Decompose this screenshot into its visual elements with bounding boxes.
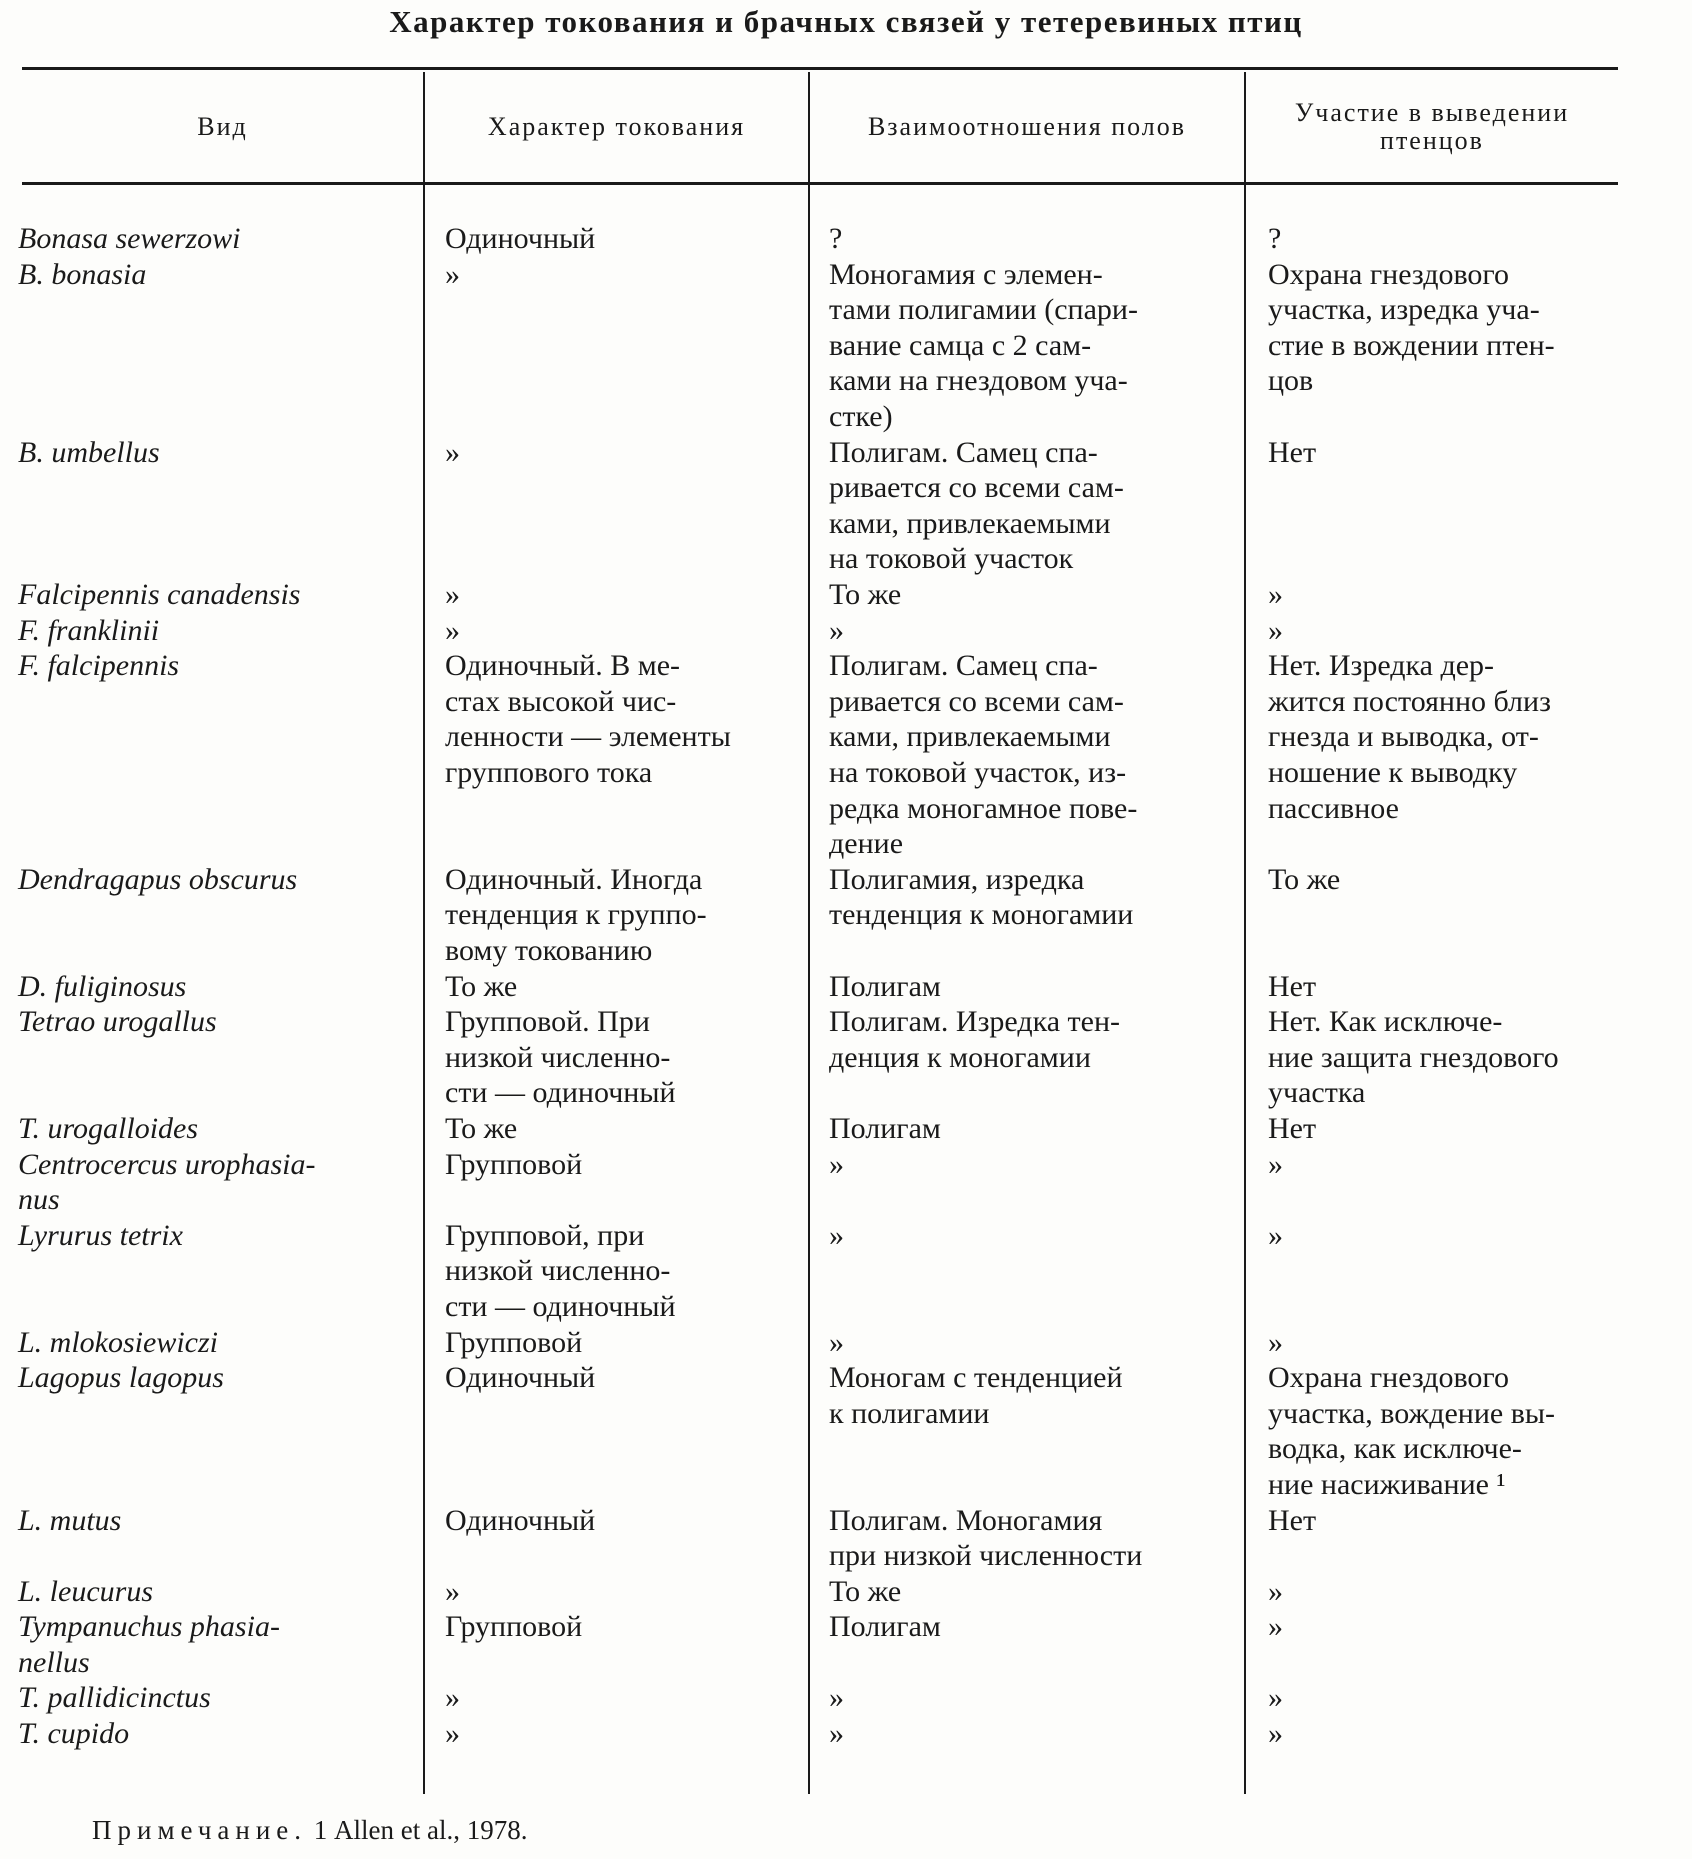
table-row [0, 648, 1692, 862]
sex-relations-cell: » [829, 613, 844, 647]
species-cell: Bonasa sewerzowi [18, 222, 241, 255]
table-row [0, 1325, 1692, 1361]
lekking-cell: Одиночный [445, 1361, 596, 1395]
brood-cell: » [1268, 1574, 1283, 1608]
note-label: Примечание. [92, 1815, 308, 1845]
table-row [0, 1680, 1692, 1716]
brood-cell: » [1268, 613, 1283, 647]
lekking-cell: То же [445, 969, 518, 1003]
lekking-cell: Одиночный. В ме- стах высокой чис- ленности — элементы группового тока [445, 649, 731, 789]
brood-cell: » [1268, 1218, 1283, 1252]
header-rule [22, 182, 1618, 185]
table-row [0, 1218, 1692, 1325]
sex-relations-cell: То же [829, 1574, 902, 1608]
sex-relations-cell: Полигам [829, 1610, 941, 1644]
sex-relations-cell: Полигам. Самец спа- ривается со всеми сам- ками, привлекаемыми на токовой участок, из- редка моногамное пове- дение [829, 649, 1138, 861]
lekking-cell: Групповой [445, 1325, 583, 1359]
brood-cell: Охрана гнездового участка, вождение вы- водка, как исключе- ние насиживание ¹ [1268, 1361, 1556, 1501]
species-cell: B. bonasia [18, 257, 147, 291]
sex-relations-cell: » [829, 1717, 844, 1751]
lekking-cell: » [445, 1681, 460, 1715]
brood-cell: » [1268, 1325, 1283, 1359]
table-row [0, 1004, 1692, 1111]
lekking-cell: Групповой. При низкой численно- сти — одиночный [445, 1005, 676, 1110]
species-cell: Tympanuchus phasia- nellus [18, 1610, 280, 1679]
lekking-cell: » [445, 577, 460, 611]
species-cell: L. leucurus [18, 1574, 153, 1608]
sex-relations-cell: » [829, 1218, 844, 1252]
species-cell: Lagopus lagopus [18, 1361, 224, 1395]
lekking-cell: Групповой [445, 1147, 583, 1181]
species-cell: F. falcipennis [18, 649, 180, 683]
table-row [0, 221, 1692, 257]
sex-relations-cell: Полигам. Самец спа- ривается со всеми сам- ками, привлекаемыми на токовой участок [829, 435, 1124, 576]
sex-relations-cell: Моногамия с элемен- тами полигамии (спари- вание самца с 2 сам- ками на гнездовом уча- стке) [829, 257, 1138, 433]
lekking-cell: » [445, 435, 460, 469]
species-cell: L. mutus [18, 1503, 122, 1537]
brood-cell: » [1268, 1717, 1283, 1751]
sex-relations-cell: » [829, 1325, 844, 1359]
table-row [0, 1503, 1692, 1574]
table-row [0, 257, 1692, 435]
sex-relations-cell: Полигам. Моногамия при низкой численности [829, 1503, 1143, 1573]
table-row [0, 969, 1692, 1005]
sex-relations-cell: ? [829, 222, 843, 255]
table-row [0, 577, 1692, 613]
species-cell: L. mlokosiewiczi [18, 1325, 218, 1359]
sex-relations-cell: Полигам [829, 969, 941, 1003]
brood-cell: Нет [1268, 969, 1317, 1003]
lekking-cell: Групповой, при низкой численно- сти — одиночный [445, 1218, 676, 1323]
note-text: 1 Allen et al., 1978. [307, 1815, 528, 1845]
brood-cell: Охрана гнездового участка, изредка уча- стие в вождении птен- цов [1268, 257, 1555, 398]
top-rule [22, 67, 1618, 70]
lekking-cell: » [445, 1717, 460, 1751]
table-row [0, 862, 1692, 969]
species-cell: B. umbellus [18, 435, 160, 469]
species-cell: T. urogalloides [18, 1111, 199, 1145]
sex-relations-cell: Моногам с тенденцией к полигамии [829, 1361, 1123, 1430]
lekking-cell: Одиночный [445, 222, 596, 255]
brood-cell: » [1268, 1147, 1283, 1181]
species-cell: Centrocercus urophasia- nus [18, 1147, 316, 1217]
sex-relations-cell: То же [829, 577, 902, 611]
species-cell: Dendragapus obscurus [18, 862, 298, 896]
species-cell: D. fuliginosus [18, 969, 187, 1003]
species-cell: Falcipennis canadensis [18, 577, 301, 611]
species-cell: Tetrao urogallus [18, 1005, 217, 1039]
table-title: Характер токования и брачных связей у тетеревиных птиц [389, 4, 1303, 39]
brood-cell: » [1268, 1610, 1283, 1644]
lekking-cell: » [445, 257, 460, 291]
header-lekking: Характер токования [487, 112, 746, 141]
brood-cell: Нет [1268, 1503, 1317, 1537]
lekking-cell: Одиночный. Иногда тенденция к группо- вому токованию [445, 862, 707, 967]
species-cell: F. franklinii [18, 613, 160, 647]
sex-relations-cell: Полигам. Изредка тен- денция к моногамии [829, 1005, 1121, 1074]
sex-relations-cell: Полигамия, изредка тенденция к моногамии [829, 862, 1134, 932]
brood-cell: Нет [1268, 435, 1317, 469]
species-cell: T. cupido [18, 1717, 130, 1751]
brood-cell: » [1268, 577, 1283, 611]
header-species: Вид [197, 112, 248, 141]
sex-relations-cell: » [829, 1147, 844, 1181]
table-row [0, 613, 1692, 649]
header-brood-participation: Участие в выведении птенцов [1294, 98, 1570, 155]
lekking-cell: Групповой [445, 1610, 583, 1644]
brood-cell: Нет. Изредка дер- жится постоянно близ гнезда и выводка, от- ношение к выводку пассивное [1268, 649, 1551, 825]
table-body [0, 221, 1692, 1752]
table-row [0, 435, 1692, 577]
header-sex-relations: Взаимоотношения полов [867, 112, 1187, 141]
species-cell: Lyrurus tetrix [18, 1218, 183, 1252]
table-row [0, 1574, 1692, 1610]
table-note [92, 1815, 528, 1846]
table-row [0, 1360, 1692, 1502]
table-row [0, 1111, 1692, 1147]
sex-relations-cell: Полигам [829, 1111, 941, 1145]
lekking-cell: Одиночный [445, 1503, 596, 1537]
lekking-cell: » [445, 1574, 460, 1608]
brood-cell: » [1268, 1681, 1283, 1715]
lekking-cell: То же [445, 1111, 518, 1145]
brood-cell: То же [1268, 862, 1341, 896]
sex-relations-cell: » [829, 1681, 844, 1715]
table-row [0, 1716, 1692, 1752]
table-row [0, 1609, 1692, 1680]
brood-cell: Нет [1268, 1111, 1317, 1145]
species-cell: T. pallidicinctus [18, 1681, 211, 1715]
table-row [0, 1147, 1692, 1218]
lekking-cell: » [445, 613, 460, 647]
brood-cell: ? [1268, 222, 1282, 255]
brood-cell: Нет. Как исключе- ние защита гнездового участка [1268, 1005, 1559, 1110]
